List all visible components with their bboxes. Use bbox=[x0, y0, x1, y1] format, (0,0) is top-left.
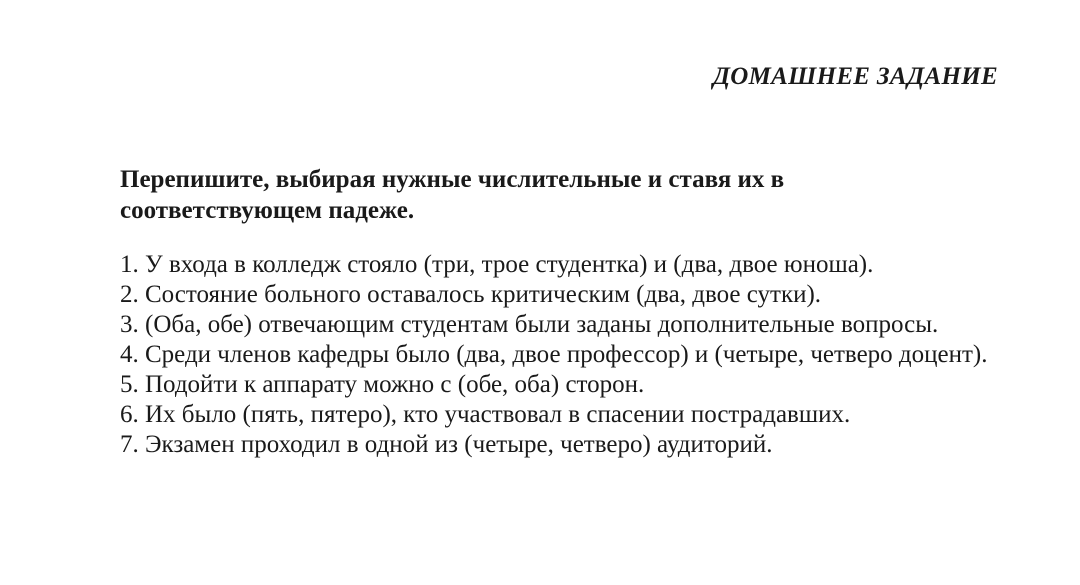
page-title: ДОМАШНЕЕ ЗАДАНИЕ bbox=[712, 63, 998, 90]
exercise-item-4: 4. Среди членов кафедры было (два, двое профессор) и (четыре, четверо доцент). bbox=[120, 341, 988, 368]
exercise-item-5: 5. Подойти к аппарату можно с (обе, оба) сторон. bbox=[120, 371, 645, 398]
exercise-item-6: 6. Их было (пять, пятеро), кто участвовал в спасении пострадавших. bbox=[120, 401, 851, 428]
exercise-list bbox=[120, 250, 1000, 460]
exercise-item-7: 7. Экзамен проходил в одной из (четыре, четверо) аудиторий. bbox=[120, 431, 773, 458]
exercise-item-3: 3. (Оба, обе) отвечающим студентам были заданы дополнительные вопросы. bbox=[120, 311, 939, 338]
exercise-item-2: 2. Состояние больного оставалось критическим (два, двое сутки). bbox=[120, 281, 822, 308]
task-instructions: Перепишите, выбирая нужные числительные и ставя их в соответствующем падеже. bbox=[120, 166, 785, 224]
exercise-item-1: 1. У входа в колледж стояло (три, трое студентка) и (два, двое юноша). bbox=[120, 251, 874, 278]
